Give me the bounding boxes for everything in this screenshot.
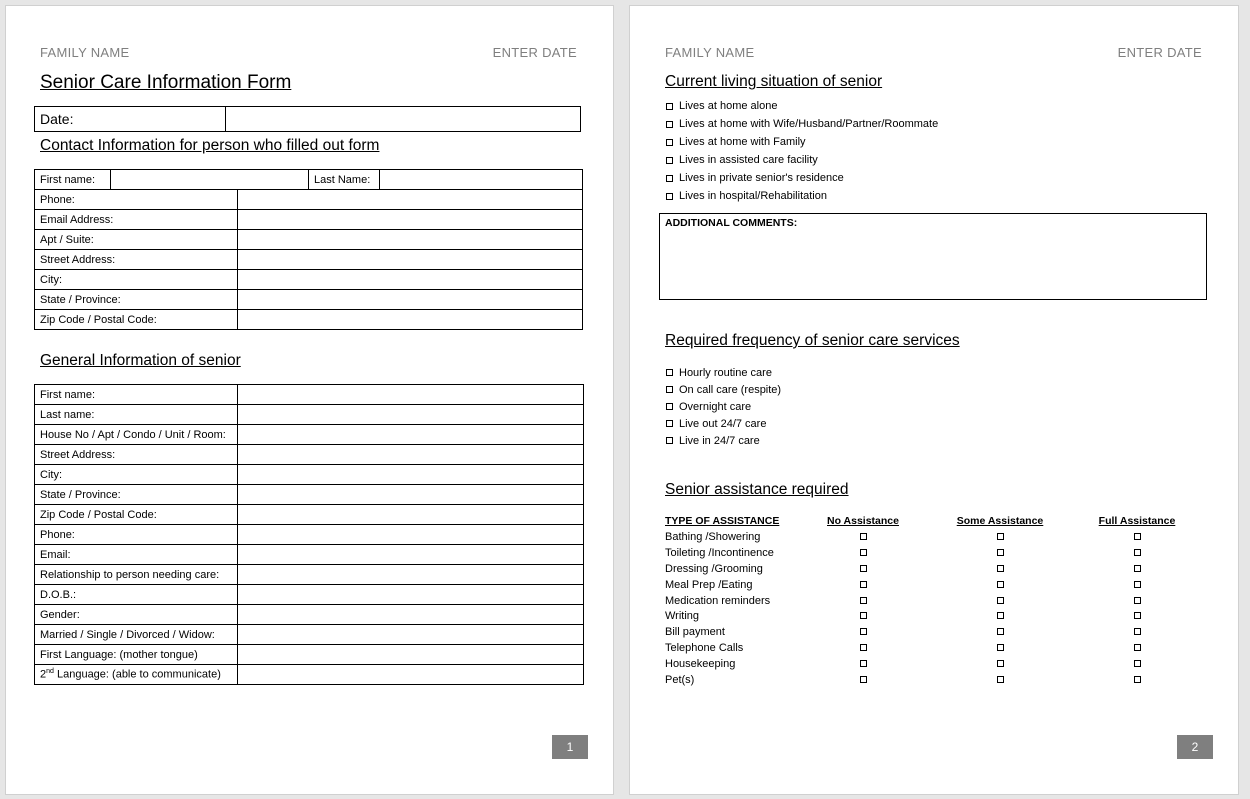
general-email-field[interactable] xyxy=(238,545,584,565)
table-row xyxy=(665,577,1207,593)
checkbox[interactable] xyxy=(997,597,1004,604)
checkbox[interactable] xyxy=(1134,676,1141,683)
checkbox[interactable] xyxy=(666,193,673,200)
general-last-name-field[interactable] xyxy=(238,405,584,425)
general-state-field[interactable] xyxy=(238,485,584,505)
checkbox[interactable] xyxy=(1134,549,1141,556)
table-row xyxy=(665,640,1207,656)
assistance-type: Toileting /Incontinence xyxy=(665,546,774,559)
checkbox[interactable] xyxy=(860,612,867,619)
contact-phone-field[interactable] xyxy=(238,190,583,210)
list-item: Lives in private senior's residence xyxy=(666,169,938,187)
contact-row-label: Street Address: xyxy=(35,250,238,270)
list-item: Live in 24/7 care xyxy=(666,432,781,449)
checkbox[interactable] xyxy=(1134,581,1141,588)
contact-street-field[interactable] xyxy=(238,250,583,270)
page-1 xyxy=(5,5,614,795)
checkbox[interactable] xyxy=(1134,628,1141,635)
living-section-title: Current living situation of senior xyxy=(665,73,883,90)
contact-row-label: Apt / Suite: xyxy=(35,230,238,250)
contact-row-label: State / Province: xyxy=(35,290,238,310)
checkbox[interactable] xyxy=(1134,533,1141,540)
general-second-language-field[interactable] xyxy=(238,665,584,685)
general-second-language-label: 2nd Language: (able to communicate) xyxy=(35,665,238,685)
contact-email-field[interactable] xyxy=(238,210,583,230)
contact-city-field[interactable] xyxy=(238,270,583,290)
list-item: Hourly routine care xyxy=(666,364,781,381)
checkbox[interactable] xyxy=(1134,565,1141,572)
checkbox[interactable] xyxy=(860,628,867,635)
contact-first-name-field[interactable] xyxy=(111,170,309,190)
additional-comments-box[interactable] xyxy=(659,213,1207,300)
checkbox[interactable] xyxy=(860,549,867,556)
date-label: Date: xyxy=(35,107,226,132)
checkbox[interactable] xyxy=(860,533,867,540)
general-house-field[interactable] xyxy=(238,425,584,445)
table-row xyxy=(665,529,1207,545)
table-row xyxy=(665,593,1207,609)
frequency-options-list xyxy=(666,364,781,449)
assistance-type: Bill payment xyxy=(665,626,725,639)
checkbox[interactable] xyxy=(997,581,1004,588)
form-title: Senior Care Information Form xyxy=(40,72,292,93)
contact-last-name-label: Last Name: xyxy=(309,170,380,190)
assistance-type: Telephone Calls xyxy=(665,642,744,655)
assistance-header: Full Assistance xyxy=(1098,515,1176,527)
contact-last-name-field[interactable] xyxy=(380,170,583,190)
general-row-label: Zip Code / Postal Code: xyxy=(35,505,238,525)
general-row-label: House No / Apt / Condo / Unit / Room: xyxy=(35,425,238,445)
assistance-type: Meal Prep /Eating xyxy=(665,578,753,591)
contact-row-label: Zip Code / Postal Code: xyxy=(35,310,238,330)
contact-state-field[interactable] xyxy=(238,290,583,310)
table-row xyxy=(665,656,1207,672)
contact-apt-field[interactable] xyxy=(238,230,583,250)
general-row-label: Married / Single / Divorced / Widow: xyxy=(35,625,238,645)
checkbox[interactable] xyxy=(1134,644,1141,651)
general-zip-field[interactable] xyxy=(238,505,584,525)
checkbox[interactable] xyxy=(666,403,673,410)
contact-zip-field[interactable] xyxy=(238,310,583,330)
general-first-language-field[interactable] xyxy=(238,645,584,665)
contact-row-label: Phone: xyxy=(35,190,238,210)
checkbox[interactable] xyxy=(1134,660,1141,667)
general-row-label: Street Address: xyxy=(35,445,238,465)
checkbox[interactable] xyxy=(997,660,1004,667)
list-item: Lives at home alone xyxy=(666,97,938,115)
assistance-section-title: Senior assistance required xyxy=(665,481,849,498)
checkbox[interactable] xyxy=(997,612,1004,619)
general-table xyxy=(34,384,584,685)
table-row xyxy=(665,608,1207,624)
assistance-type: Writing xyxy=(665,610,700,623)
page-number: 1 xyxy=(552,735,588,759)
contact-row-label: City: xyxy=(35,270,238,290)
checkbox[interactable] xyxy=(860,597,867,604)
assistance-type: Pet(s) xyxy=(665,673,695,686)
checkbox[interactable] xyxy=(666,139,673,146)
checkbox[interactable] xyxy=(860,581,867,588)
checkbox[interactable] xyxy=(666,103,673,110)
assistance-type: Housekeeping xyxy=(665,658,736,671)
checkbox[interactable] xyxy=(997,628,1004,635)
list-item: Lives at home with Family xyxy=(666,133,938,151)
checkbox[interactable] xyxy=(666,369,673,376)
checkbox[interactable] xyxy=(666,157,673,164)
list-item: On call care (respite) xyxy=(666,381,781,398)
checkbox[interactable] xyxy=(860,676,867,683)
page-2 xyxy=(629,5,1239,795)
checkbox[interactable] xyxy=(997,565,1004,572)
assistance-type: Bathing /Showering xyxy=(665,530,761,543)
frequency-section-title: Required frequency of senior care services xyxy=(665,332,960,349)
general-first-name-field[interactable] xyxy=(238,385,584,405)
table-row xyxy=(665,672,1207,688)
assistance-type: Dressing /Grooming xyxy=(665,562,763,575)
checkbox[interactable] xyxy=(997,549,1004,556)
header-enter-date[interactable]: ENTER DATE xyxy=(1117,45,1202,60)
checkbox[interactable] xyxy=(666,437,673,444)
general-row-label: D.O.B.: xyxy=(35,585,238,605)
checkbox[interactable] xyxy=(666,386,673,393)
checkbox[interactable] xyxy=(860,644,867,651)
assistance-header: No Assistance xyxy=(827,515,899,527)
table-row xyxy=(665,561,1207,577)
checkbox[interactable] xyxy=(1134,597,1141,604)
general-gender-field[interactable] xyxy=(238,605,584,625)
checkbox[interactable] xyxy=(666,420,673,427)
checkbox[interactable] xyxy=(997,676,1004,683)
assistance-table xyxy=(665,513,1207,688)
header-family-name[interactable]: FAMILY NAME xyxy=(40,45,130,60)
general-marital-field[interactable] xyxy=(238,625,584,645)
checkbox[interactable] xyxy=(860,660,867,667)
general-row-label: Email: xyxy=(35,545,238,565)
general-row-label: First Language: (mother tongue) xyxy=(35,645,238,665)
contact-first-name-label: First name: xyxy=(35,170,111,190)
header-enter-date[interactable]: ENTER DATE xyxy=(492,45,577,60)
assistance-header: TYPE OF ASSISTANCE xyxy=(665,515,780,527)
general-row-label: Gender: xyxy=(35,605,238,625)
page-number: 2 xyxy=(1177,735,1213,759)
date-field[interactable] xyxy=(226,107,581,132)
general-street-field[interactable] xyxy=(238,445,584,465)
list-item: Overnight care xyxy=(666,398,781,415)
general-row-label: State / Province: xyxy=(35,485,238,505)
table-row xyxy=(665,545,1207,561)
checkbox[interactable] xyxy=(860,565,867,572)
general-row-label: City: xyxy=(35,465,238,485)
date-table xyxy=(34,106,581,132)
general-row-label: First name: xyxy=(35,385,238,405)
header-family-name[interactable]: FAMILY NAME xyxy=(665,45,755,60)
assistance-header: Some Assistance xyxy=(956,515,1044,527)
general-phone-field[interactable] xyxy=(238,525,584,545)
general-city-field[interactable] xyxy=(238,465,584,485)
assistance-type: Medication reminders xyxy=(665,594,771,607)
living-options-list xyxy=(666,97,938,205)
checkbox[interactable] xyxy=(997,533,1004,540)
general-section-title: General Information of senior xyxy=(40,352,241,369)
general-dob-field[interactable] xyxy=(238,585,584,605)
comments-label: ADDITIONAL COMMENTS: xyxy=(665,217,798,229)
list-item: Lives in hospital/Rehabilitation xyxy=(666,187,938,205)
checkbox[interactable] xyxy=(666,175,673,182)
list-item: Lives at home with Wife/Husband/Partner/Roommate xyxy=(666,115,938,133)
checkbox[interactable] xyxy=(666,121,673,128)
list-item: Lives in assisted care facility xyxy=(666,151,938,169)
list-item: Live out 24/7 care xyxy=(666,415,781,432)
checkbox[interactable] xyxy=(1134,612,1141,619)
general-relationship-field[interactable] xyxy=(238,565,584,585)
contact-section-title: Contact Information for person who filled out form xyxy=(40,137,380,154)
general-row-label: Phone: xyxy=(35,525,238,545)
contact-table xyxy=(34,169,583,330)
checkbox[interactable] xyxy=(997,644,1004,651)
table-row xyxy=(665,624,1207,640)
contact-row-label: Email Address: xyxy=(35,210,238,230)
general-row-label: Last name: xyxy=(35,405,238,425)
general-row-label: Relationship to person needing care: xyxy=(35,565,238,585)
